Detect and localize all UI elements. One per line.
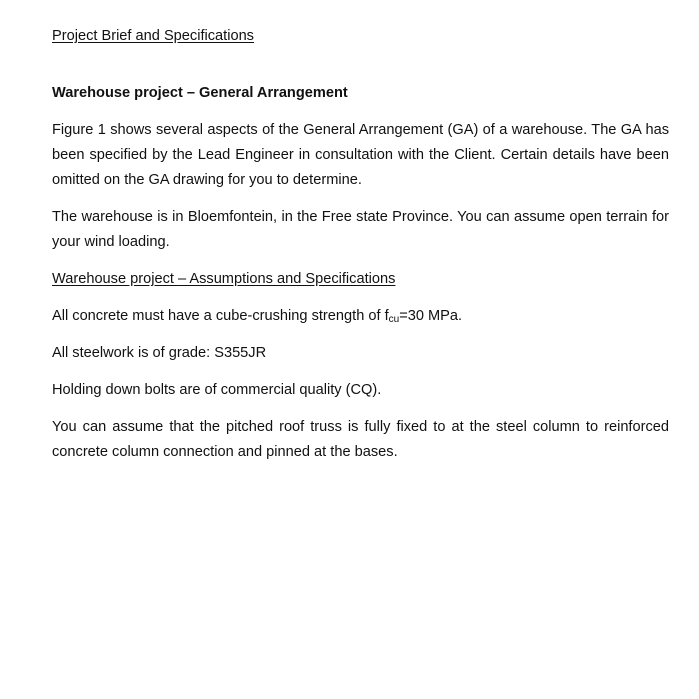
ga-description-paragraph: Figure 1 shows several aspects of the General Arrangement (GA) of a warehouse. The GA has been specified by the Lead Engineer in consultation with the Client. Certain details have been omitted on the GA drawing for you to determine. — [52, 122, 669, 188]
concrete-spec-subscript: cu — [388, 314, 400, 325]
document-page — [52, 24, 669, 465]
truss-spec: You can assume that the pitched roof truss is fully fixed to at the steel column to reinforced concrete column connection and pinned at the bases. — [52, 419, 669, 460]
brief-title: Project Brief and Specifications — [52, 28, 254, 44]
ga-heading: Warehouse project – General Arrangement — [52, 85, 348, 101]
concrete-spec — [52, 304, 669, 329]
specifications-heading: Warehouse project – Assumptions and Specifications — [52, 271, 396, 287]
concrete-spec-suffix: =30 MPa. — [399, 308, 463, 324]
location-paragraph: The warehouse is in Bloemfontein, in the Free state Province. You can assume open terrain for your wind loading. — [52, 209, 669, 250]
concrete-spec-prefix: All concrete must have a cube-crushing strength of f — [52, 308, 389, 324]
steel-spec: All steelwork is of grade: S355JR — [52, 345, 267, 361]
bolts-spec: Holding down bolts are of commercial quality (CQ). — [52, 382, 382, 398]
